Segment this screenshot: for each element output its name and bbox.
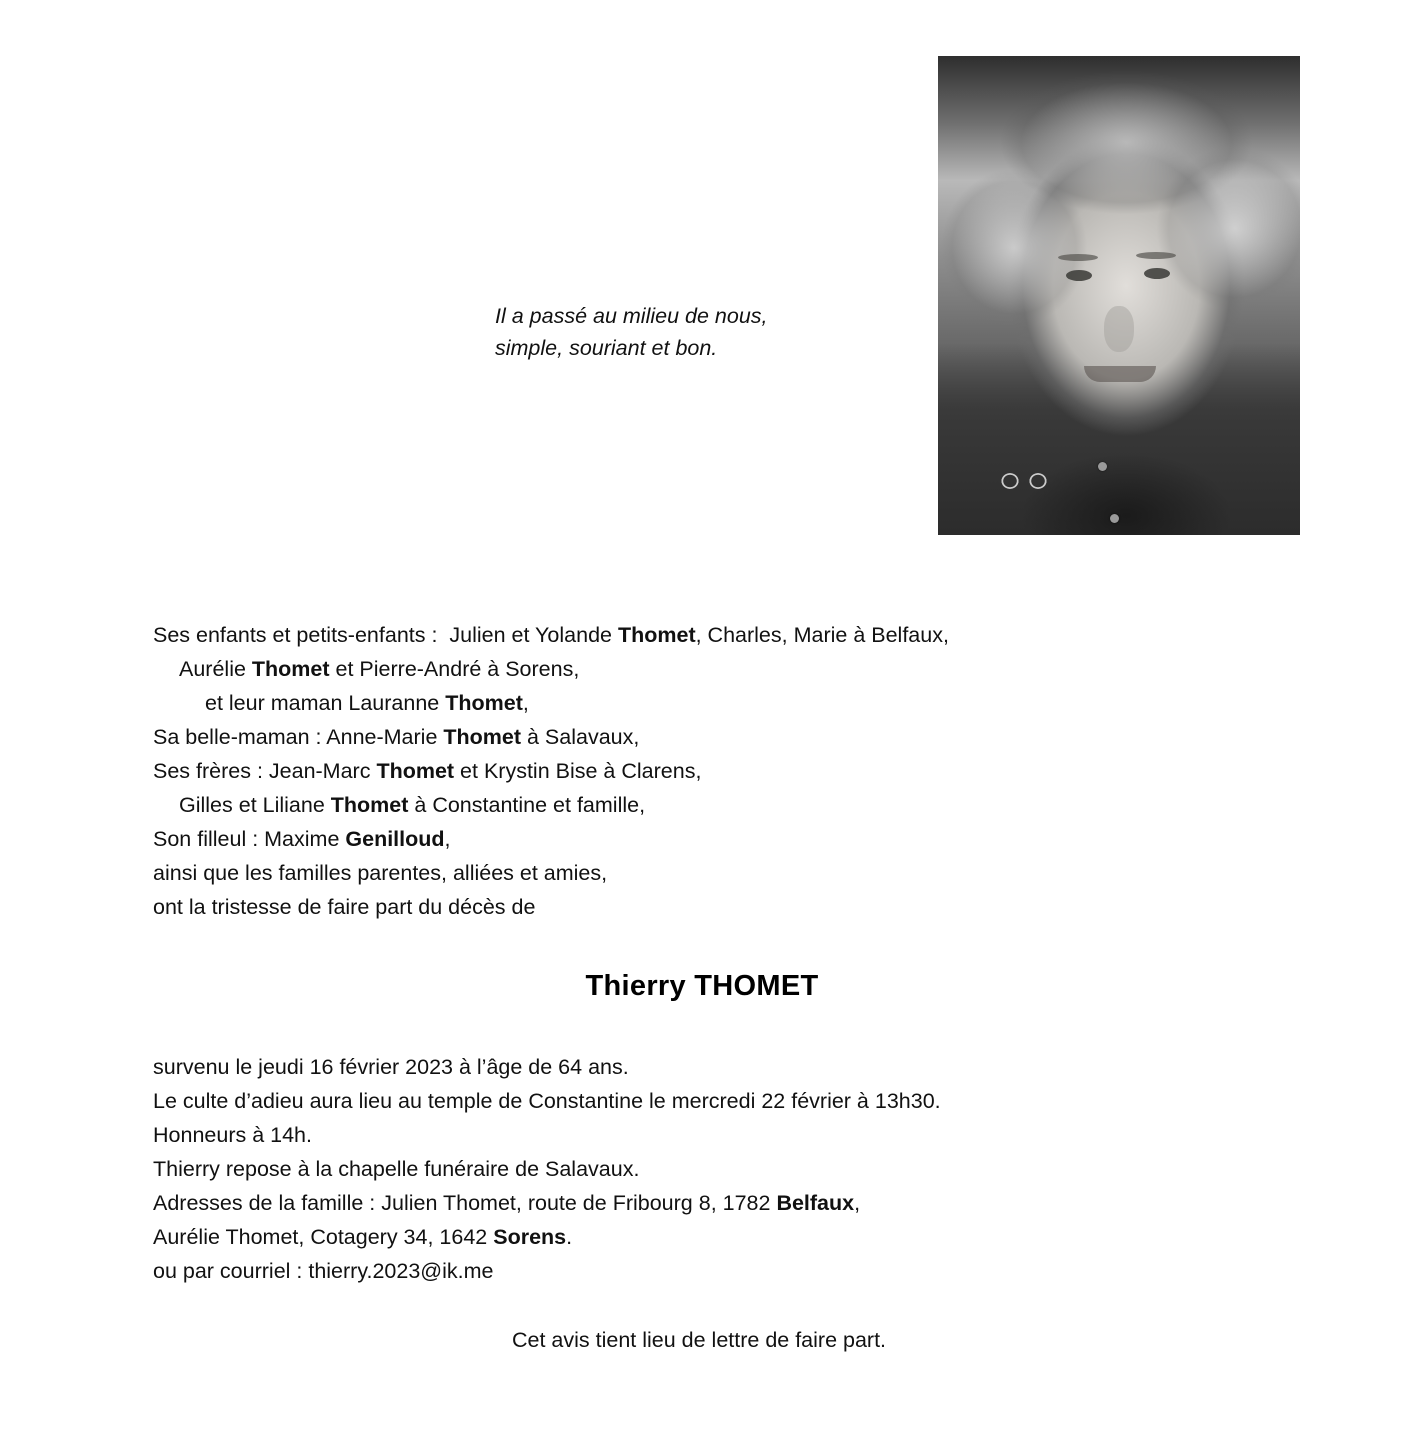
epitaph-line-2: simple, souriant et bon. — [495, 336, 718, 360]
shirt-button-upper — [1098, 462, 1107, 471]
text-run: Aurélie Thomet, Cotagery 34, 1642 — [153, 1225, 494, 1249]
text-run: et Krystin Bise à Clarens, — [454, 759, 702, 783]
deceased-name-text: Thierry THOMET — [585, 970, 819, 1002]
portrait-eyebrow-right — [1136, 252, 1176, 259]
epitaph-line-1: Il a passé au milieu de nous, — [495, 304, 768, 328]
emphasized-name: Thomet — [376, 759, 455, 783]
emphasized-name: Thomet — [251, 657, 330, 681]
text-line — [153, 652, 1153, 686]
emphasized-name: Thomet — [617, 623, 696, 647]
text-run: et leur maman Lauranne — [205, 691, 446, 715]
text-run: Thierry repose à la chapelle funéraire de Salavaux. — [153, 1157, 640, 1181]
text-run: à Salavaux, — [521, 725, 640, 749]
portrait-eye-left — [1066, 270, 1092, 281]
portrait-photo — [938, 56, 1300, 535]
text-line — [153, 890, 1153, 924]
text-run: , Charles, Marie à Belfaux, — [695, 623, 949, 647]
text-line — [153, 754, 1153, 788]
text-run: Son filleul : Maxime — [153, 827, 346, 851]
text-run: Gilles et Liliane — [179, 793, 331, 817]
deceased-name — [0, 970, 1408, 1003]
emphasized-name: Thomet — [330, 793, 409, 817]
text-line — [153, 1220, 1253, 1254]
emphasized-name: Thomet — [443, 725, 522, 749]
text-run: ou par courriel : thierry.2023@ik.me — [153, 1259, 494, 1283]
text-line — [153, 1254, 1253, 1288]
text-run: , — [854, 1191, 861, 1215]
text-run: et Pierre-André à Sorens, — [329, 657, 580, 681]
text-run: ont la tristesse de faire part du décès de — [153, 895, 536, 919]
family-block — [153, 618, 1153, 924]
text-run: Le culte d’adieu aura lieu au temple de Constantine le mercredi 22 février à 13h30. — [153, 1089, 941, 1113]
text-line — [153, 1118, 1253, 1152]
text-line — [153, 822, 1153, 856]
footer-note-text: Cet avis tient lieu de lettre de faire part. — [511, 1328, 887, 1352]
footer-note — [0, 1328, 1408, 1353]
epitaph — [495, 300, 915, 364]
text-run: Ses frères : Jean-Marc — [153, 759, 377, 783]
portrait-eyebrow-left — [1058, 254, 1098, 261]
text-line — [153, 788, 1153, 822]
text-run: à Constantine et famille, — [408, 793, 646, 817]
emphasized-name: Belfaux — [776, 1191, 855, 1215]
text-run: Sa belle-maman : Anne-Marie — [153, 725, 444, 749]
text-run: , — [522, 691, 529, 715]
portrait-nose — [1104, 306, 1134, 352]
text-run: , — [444, 827, 451, 851]
service-details-block — [153, 1050, 1253, 1288]
text-line — [153, 1186, 1253, 1220]
text-run: Honneurs à 14h. — [153, 1123, 312, 1147]
emphasized-name: Genilloud — [345, 827, 445, 851]
text-line — [153, 686, 1153, 720]
text-run: Aurélie — [179, 657, 252, 681]
text-run: ainsi que les familles parentes, alliées et amies, — [153, 861, 608, 885]
portrait-eye-right — [1144, 268, 1170, 279]
emphasized-name: Sorens — [493, 1225, 567, 1249]
shirt-brand-logo-icon — [998, 464, 1062, 498]
text-run: . — [566, 1225, 573, 1249]
text-run: survenu le jeudi 16 février 2023 à l’âge de 64 ans. — [153, 1055, 629, 1079]
text-line — [153, 856, 1153, 890]
portrait-photo-image — [938, 56, 1300, 535]
shirt-button-lower — [1110, 514, 1119, 523]
emphasized-name: Thomet — [445, 691, 523, 715]
portrait-mouth — [1084, 366, 1156, 382]
text-line — [153, 1084, 1253, 1118]
text-run: Ses enfants et petits-enfants : Julien et Yolande — [153, 623, 618, 647]
text-run: Adresses de la famille : Julien Thomet, route de Fribourg 8, 1782 — [153, 1191, 777, 1215]
text-line — [153, 1152, 1253, 1186]
text-line — [153, 618, 1153, 652]
text-line — [153, 720, 1153, 754]
text-line — [153, 1050, 1253, 1084]
